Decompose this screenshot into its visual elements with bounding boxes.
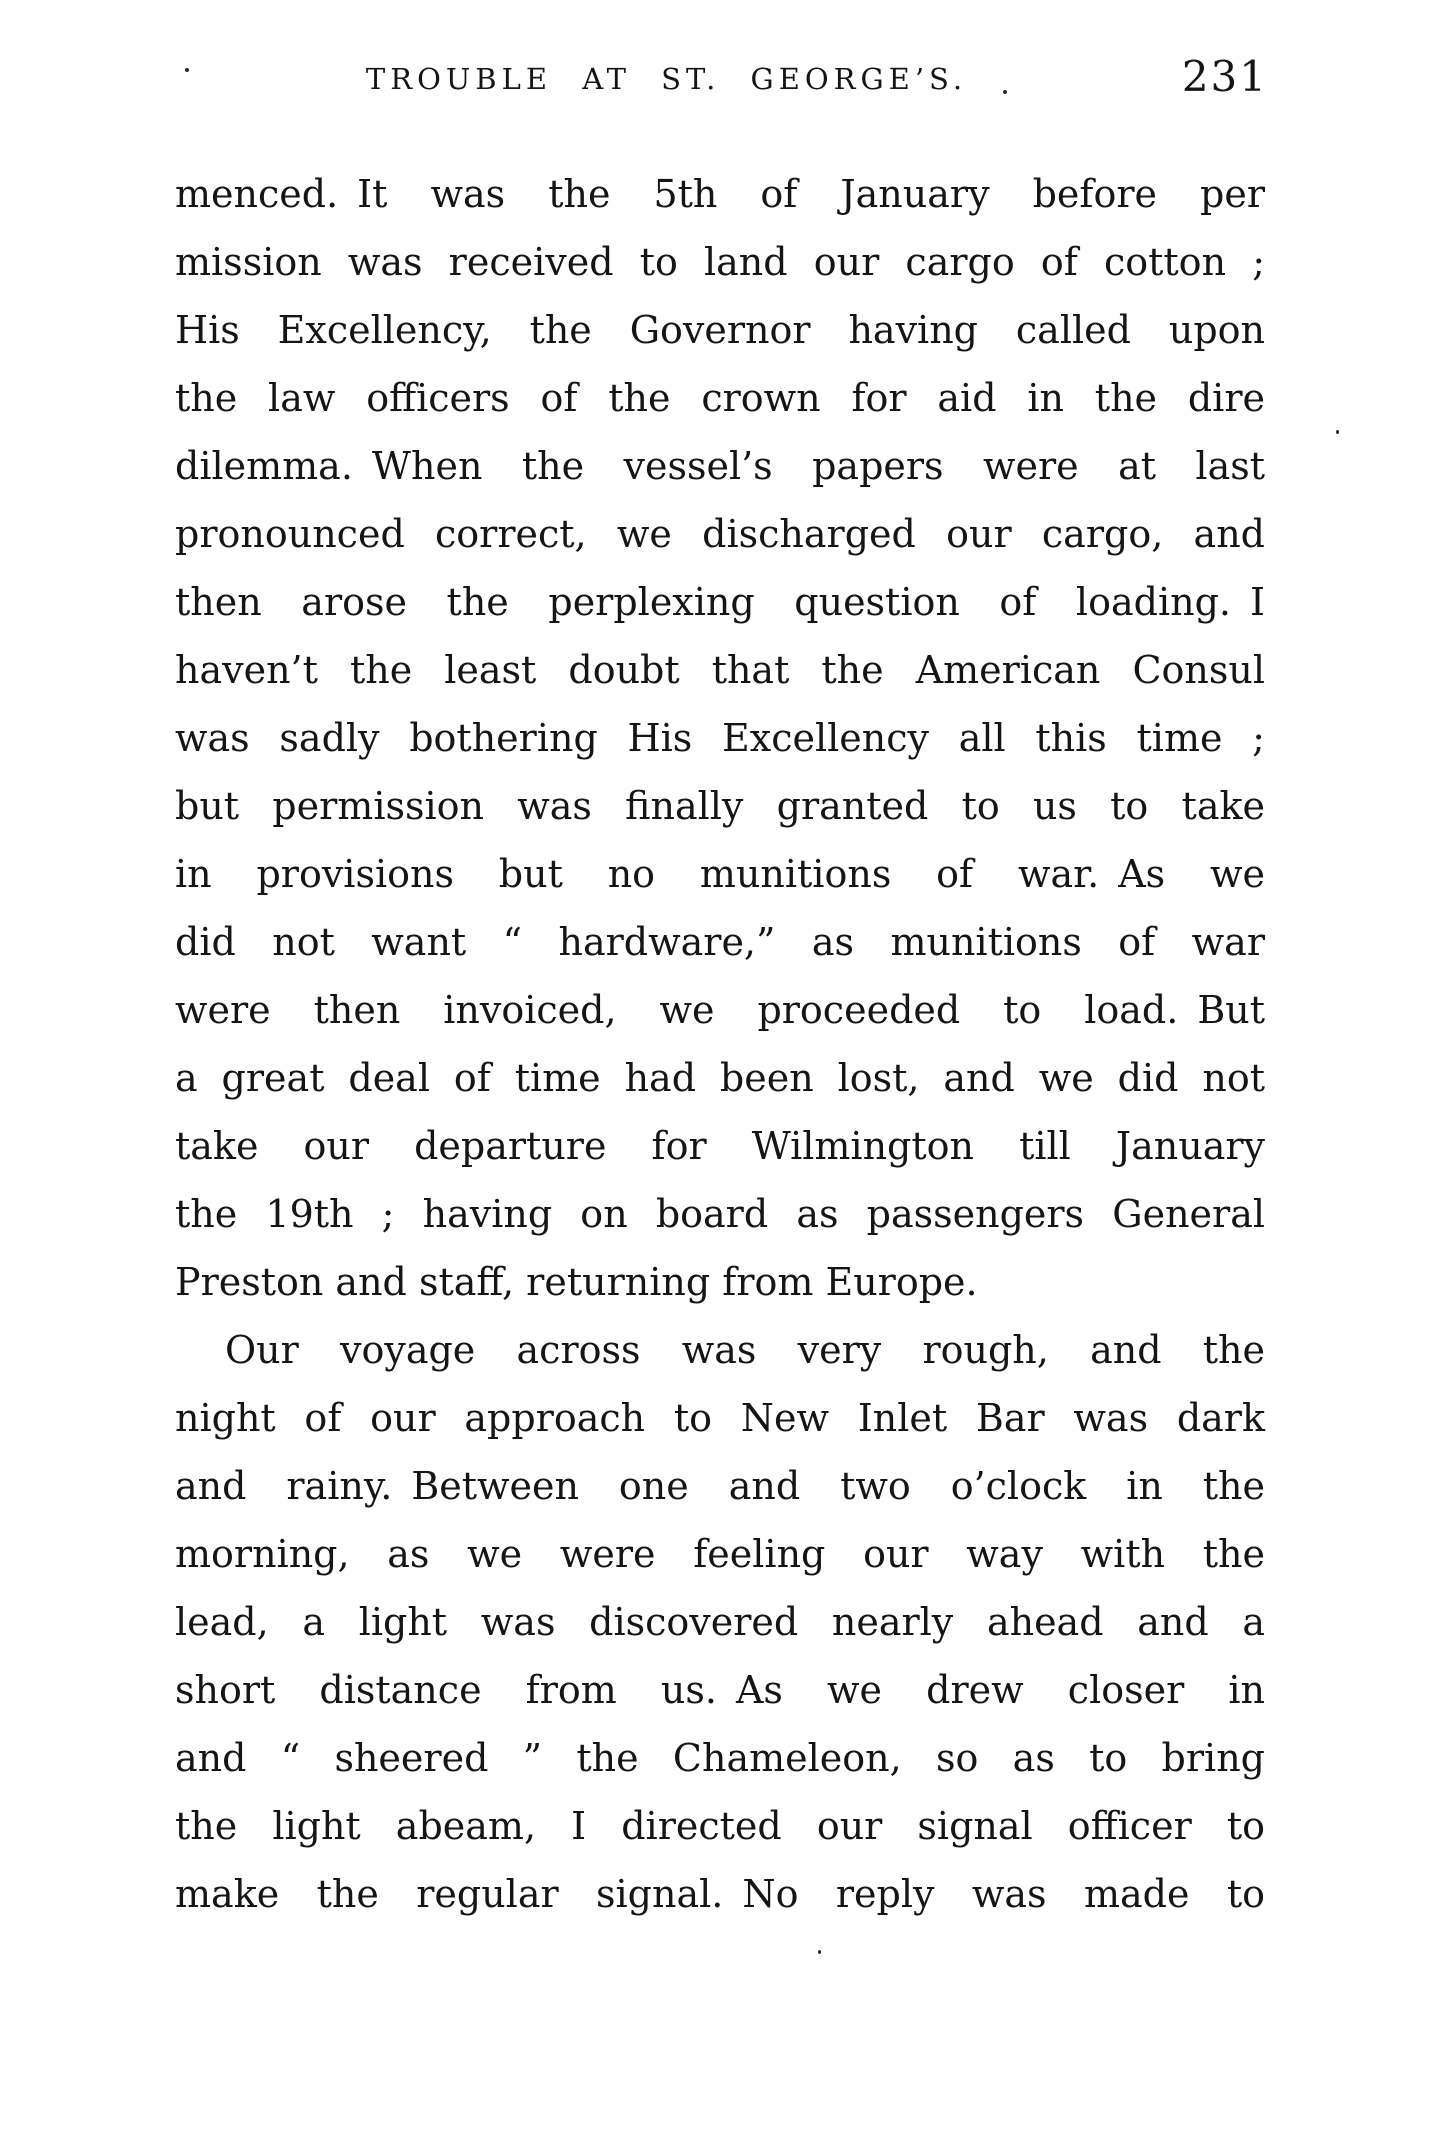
text-line: were then invoiced, we proceeded to load. But xyxy=(175,988,1265,1032)
text-line: and rainy. Between one and two o’clock in the xyxy=(175,1464,1265,1508)
text-line: haven’t the least doubt that the American Consul xyxy=(175,648,1265,692)
text-line: the light abeam, I directed our signal officer to xyxy=(175,1804,1265,1848)
text-line: take our departure for Wilmington till January xyxy=(175,1124,1265,1168)
scan-speck xyxy=(818,1950,821,1954)
text-line: then arose the perplexing question of loading. I xyxy=(175,580,1265,624)
text-line: short distance from us. As we drew closer in xyxy=(175,1668,1265,1712)
text-line: was sadly bothering His Excellency all this time ; xyxy=(175,716,1265,760)
page-number: 231 xyxy=(1181,52,1268,101)
text-line: lead, a light was discovered nearly ahead and a xyxy=(175,1600,1265,1644)
text-line: pronounced correct, we discharged our cargo, and xyxy=(175,512,1265,556)
text-line: the 19th ; having on board as passengers General xyxy=(175,1192,1265,1236)
text-line: but permission was finally granted to us to take xyxy=(175,784,1265,828)
page-body xyxy=(175,160,1265,1928)
scan-speck xyxy=(1336,430,1339,434)
text-line: a great deal of time had been lost, and we did not xyxy=(175,1056,1265,1100)
text-line: the law officers of the crown for aid in the dire xyxy=(175,376,1265,420)
running-header xyxy=(175,50,1268,110)
text-line: His Excellency, the Governor having called upon xyxy=(175,308,1265,352)
scan-speck xyxy=(185,68,189,72)
text-line: night of our approach to New Inlet Bar was dark xyxy=(175,1396,1265,1440)
text-line: dilemma. When the vessel’s papers were at last xyxy=(175,444,1265,488)
text-line: mission was received to land our cargo of cotton ; xyxy=(175,240,1265,284)
running-title: TROUBLE AT ST. GEORGE’S. xyxy=(365,62,968,96)
text-line: menced. It was the 5th of January before per xyxy=(175,172,1265,216)
text-line paragraph-end: Preston and staff, returning from Europe. xyxy=(175,1260,978,1304)
text-line: morning, as we were feeling our way with the xyxy=(175,1532,1265,1576)
scan-speck xyxy=(1003,90,1007,94)
text-line: in provisions but no munitions of war. As we xyxy=(175,852,1265,896)
text-line: did not want “ hardware,” as munitions of war xyxy=(175,920,1265,964)
text-line: and “ sheered ” the Chameleon, so as to bring xyxy=(175,1736,1265,1780)
text-line: make the regular signal. No reply was made to xyxy=(175,1872,1265,1916)
text-line paragraph-start: Our voyage across was very rough, and the xyxy=(225,1328,1265,1372)
